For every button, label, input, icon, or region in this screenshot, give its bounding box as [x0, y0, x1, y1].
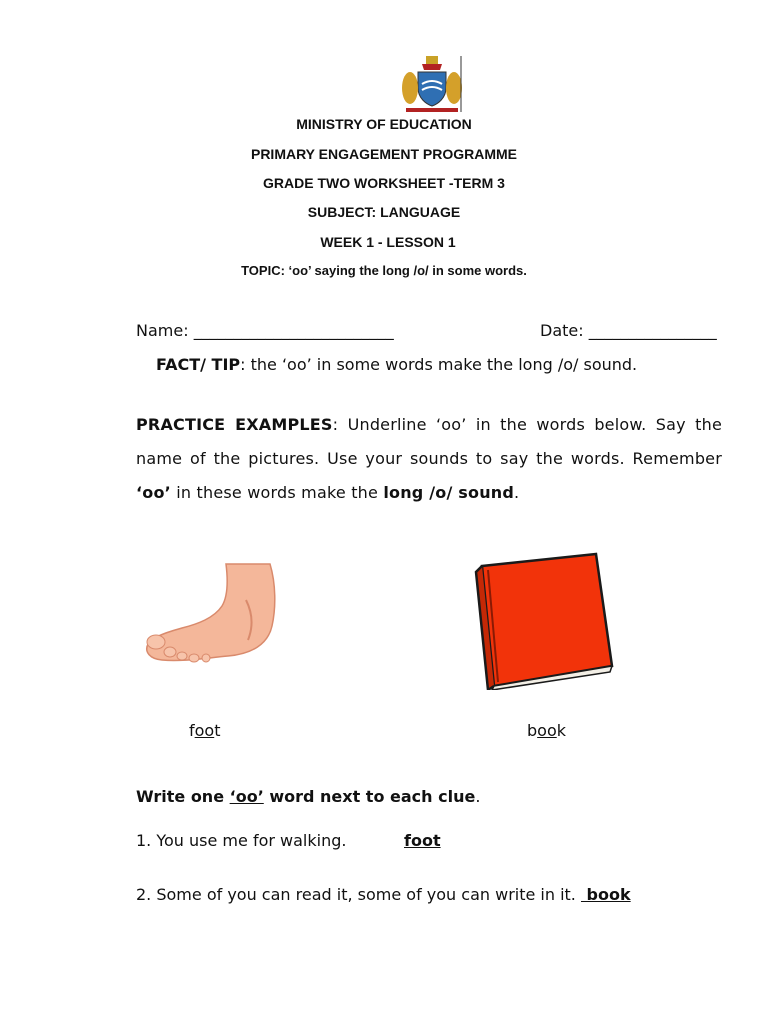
practice-oo: ‘oo’: [136, 483, 171, 502]
clue-2-text: 2. Some of you can read it, some of you can write in it.: [136, 885, 581, 904]
clue-1: [136, 831, 346, 850]
name-label: Name:: [136, 321, 189, 340]
clue-1-answer: foot: [404, 831, 441, 850]
word-book-start: b: [527, 721, 538, 740]
name-field: [136, 321, 394, 340]
name-blank: _________________________: [193, 321, 394, 340]
book-picture: [472, 550, 616, 690]
word-foot-end: t: [214, 721, 221, 740]
subject-heading: SUBJECT: LANGUAGE: [307, 204, 461, 220]
clue-2: [136, 885, 631, 904]
fact-tip-label: FACT/ TIP: [156, 355, 241, 374]
clue-instruction-oo: ‘oo’: [229, 787, 264, 806]
practice-label: PRACTICE EXAMPLES: [136, 415, 333, 434]
programme-heading: PRIMARY ENGAGEMENT PROGRAMME: [250, 146, 517, 162]
clue-1-answer-wrap: [404, 831, 441, 850]
ministry-heading: MINISTRY OF EDUCATION: [296, 116, 472, 132]
date-label: Date:: [540, 321, 584, 340]
topic-heading: TOPIC: ‘oo’ saying the long /o/ in some words.: [241, 263, 527, 278]
date-field: [540, 321, 717, 340]
clue-1-text: 1. You use me for walking.: [136, 831, 347, 850]
practice-end: .: [514, 483, 520, 502]
worksheet-heading: GRADE TWO WORKSHEET -TERM 3: [263, 175, 505, 191]
foot-picture: [142, 560, 282, 670]
clue-instruction-rest: word next to each clue: [263, 787, 476, 806]
word-foot-oo: oo: [194, 721, 215, 740]
practice-paragraph: [136, 408, 722, 510]
coat-of-arms-crest: [400, 54, 464, 114]
clue-instruction-period: .: [475, 787, 481, 806]
word-book-end: k: [556, 721, 566, 740]
word-book-oo: oo: [537, 721, 557, 740]
week-lesson-heading: WEEK 1 - LESSON 1: [320, 234, 456, 250]
clue-2-answer: book: [580, 885, 631, 904]
word-foot-start: f: [189, 721, 195, 740]
clue-instruction-start: Write one: [136, 787, 230, 806]
word-book: [527, 721, 566, 740]
fact-tip: [156, 355, 637, 374]
word-foot: [189, 721, 221, 740]
clue-instruction: [136, 787, 480, 806]
date-blank: ________________: [588, 321, 717, 340]
practice-long-sound: long /o/ sound: [383, 483, 515, 502]
practice-text-2: in these words make the: [170, 483, 384, 502]
fact-tip-text: : the ‘oo’ in some words make the long /o/ sound.: [240, 355, 638, 374]
practice-text: : Underline ‘oo’ in the words below. Say the name of the pictures. Use your sounds to say the words. Remember: [136, 415, 722, 468]
